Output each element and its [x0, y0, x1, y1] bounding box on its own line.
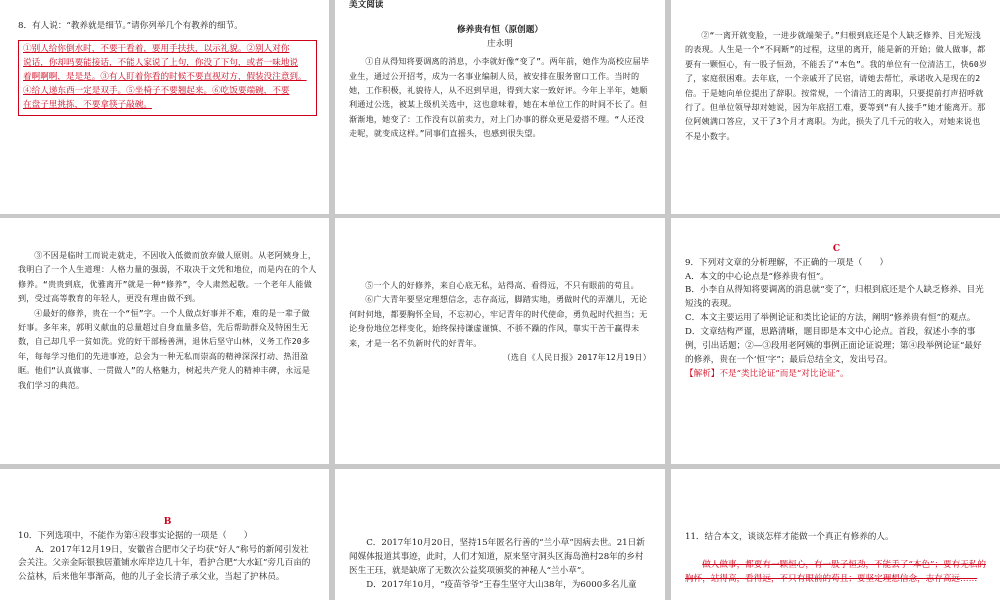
paragraph-1: ①自从得知将要调离的消息，小李就好像“变了”。两年前，她作为高校应届毕业生，通过公开招考，成为一名事业编制人员，被安排在服务窗口工作。当时的她，工作积极，礼貌待人，从不迟到早退，得到大家一致好评。今年上半年，她顺利通过公选，被某上级机关选中，这也意味着，她在本单位工作的时间不长了。但渐渐地，她变了：工作没有以前卖力，对上门办事的群众更是爱搭不理。“人还没走呢，就变成这样。”同事们直摇头，也感到很失望。 [349, 56, 650, 139]
question-9: 9．下列对文章的分析理解，不正确的一项是（ ） [685, 257, 889, 268]
option-9-b: B．小李自从得知将要调离的消息就“变了”，归根到底还是个人缺乏修养、目光短浅的表现。 [685, 285, 984, 310]
article-body-4 [349, 278, 651, 364]
article-body-3 [18, 248, 317, 392]
answer-8-line-1: ①别人给你倒水时，不要干看着，要用手扶扶，以示礼貌。②别人对你 [23, 43, 290, 54]
panel-question-11 [671, 469, 1000, 600]
article-body-2 [685, 28, 988, 143]
option-10-d: D．2017年10月，“疫苗爷爷”王春生坚守大山38年，为6000多名儿童 [366, 579, 637, 590]
paragraph-2: ②“一离开就变脸，一进步就端架子。”归根到底还是个人缺乏修养、目光短浅的表现。人生是一个“不间断”的过程，这里的离开，能是新的开始；做人做事，都要有一颗恒心，有一股子恒劲，不能丢了“本色”。我的单位有一位清洁工，快60岁了，家庭很困难。去年底，一个亲戚开了民宿，请她去帮忙，承诺收入是现在的2倍。于是她向单位提出了辞职。按常规，一个清洁工的离职，只要提前打声招呼就行了。但单位领导却对她说，因为年底招工难，要等到“有人接手”她才能离开。那位阿姨满口答应，又干了3个月才离职。为此，损失了几千元的收入，对她来说也不是小数字。 [685, 30, 988, 141]
panel-question-9 [671, 218, 1000, 464]
article-title: 修养贵有恒（原创题） [457, 25, 543, 36]
answer-11: 做人做事，都要有一颗恒心，有一股子恒劲，不能丢了“本色”；要有无私的胸怀，站得高，看得远，不只有眼前的苟且；要坚定理想信念，志存高远…… [685, 559, 986, 584]
question-11: 11．结合本文，谈谈怎样才能做一个真正有修养的人。 [685, 532, 894, 542]
answer-8-box [18, 40, 317, 116]
paragraph-4: ④最好的修养，贵在一个“恒”字。一个人做点好事并不难，难的是一辈子做好事。多年来，郭明义献血的总量超过自身血量多倍，先后帮助群众及特困生无数，自己却几乎一贫如洗。党的好干部杨善洲，退休后坚守山林，义务工作20多年，每每学习他们的先进事迹，总会为一种无私而崇高的精神深深打动、热泪盈眶。他们“认真做事、一贯做人”的人格魅力，树起共产党人的精神丰碑，永远是我们学习的典范。 [18, 307, 311, 390]
article-source: （选自《人民日报》2017年12月19日） [502, 352, 651, 363]
question-10: 10．下列选项中，不能作为第④段事实论据的一项是（ ） [18, 530, 253, 541]
panel-article-start [335, 0, 665, 214]
panel-question-10-continued [335, 469, 665, 600]
article-author: 庄永明 [487, 39, 513, 50]
paragraph-6: ⑥广大青年要坚定理想信念，志存高远，脚踏实地，勇做时代的弄潮儿，无论何时何地，都要胸怀全局，不忘初心，牢记青年的时代使命，勇负起时代担当；无论身份地位怎样变化，始终保持谦虚谨慎、不骄不躁的作风，靠实干苦干赢得未来，才是一名不负新时代的好青年。 [349, 294, 648, 348]
analysis-9: 【解析】不是“类比论证”而是“对比论证”。 [685, 368, 849, 379]
article-body-1 [349, 54, 651, 140]
answer-8-line-2: 说话，你却吗要能接话，不能人家说了上句，你没了下句，或者一味地说 [23, 57, 299, 68]
panel-question-10 [0, 469, 329, 600]
paragraph-5: ⑤一个人的好修养，来自心底无私，站得高、看得远，不只有眼前的苟且。 [365, 280, 639, 290]
answer-8-line-3: 着啊啊啊，是是是。③有人盯着你看的时候不要直视对方，假装没注意到。 [23, 71, 307, 82]
paragraph-3: ③不因是临时工而说走就走，不因收入低微而放弃做人原则。从老阿姨身上，我明白了一个人生道理：人格力量的强弱，不取决于文凭和地位，而是内在的个人修养。“贵贵到底，优雅离开”就是一种“修养”，令人肃然起敬。一个老年人能做到，受过高等教育的年轻人，更没有理由做不到。 [18, 250, 317, 304]
option-9-c: C．本文主要运用了举例论证和类比论证的方法，阐明“修养贵有恒”的观点。 [685, 313, 976, 324]
panel-question-8 [0, 0, 329, 214]
answer-9-mark: C [832, 244, 841, 254]
option-9-d: D．文章结构严谨，思路清晰，题目即是本文中心论点。首段，叙述小李的事例，引出话题；②—③段用老阿姨的事例正面论证说理；第④段举例论证“最好的修养，贵在一个‘恒’字”；最后总结全文，发出号召。 [685, 327, 982, 366]
answer-10-mark: B [163, 517, 172, 527]
option-9-a: A．本文的中心论点是“修养贵有恒”。 [685, 271, 829, 282]
answer-8-line-4: ④给人递东西一定是双手。⑤坐椅子不要翘起来。⑥吃饭要端碗，不要 [23, 85, 290, 96]
panel-article-paragraph-3-4 [0, 218, 329, 464]
panel-article-paragraph-5-6 [335, 218, 665, 464]
section-title: 美文阅读 [349, 0, 384, 10]
panel-article-paragraph-2 [671, 0, 1000, 214]
option-10-a: A．2017年12月19日，安徽省合肥市父子均获“好人”称号的新闻引发社会关注。父亲金际银独居董铺水库岸边几十年，看护合肥“大水缸”旁几百亩的公益林，后来他年事渐高，他的儿子金长清子承父业，当起了护林员。 [18, 544, 311, 583]
option-10-c: C．2017年10月20日，坚持15年匿名行善的“兰小草”因病去世。21日新闻媒体报道其事迹，此时，人们才知道，原来坚守洞头区海岛渔村28年的乡村医生王珏，就是缺席了无数次公益奖项颁奖的神秘人“兰小草”。 [349, 538, 645, 576]
answer-8-line-5: 在盘子里挑拣，不要拿筷子敲碗。 [23, 99, 152, 110]
question-8: 8．有人说：“教养就是细节。”请你列举几个有教养的细节。 [18, 21, 243, 31]
